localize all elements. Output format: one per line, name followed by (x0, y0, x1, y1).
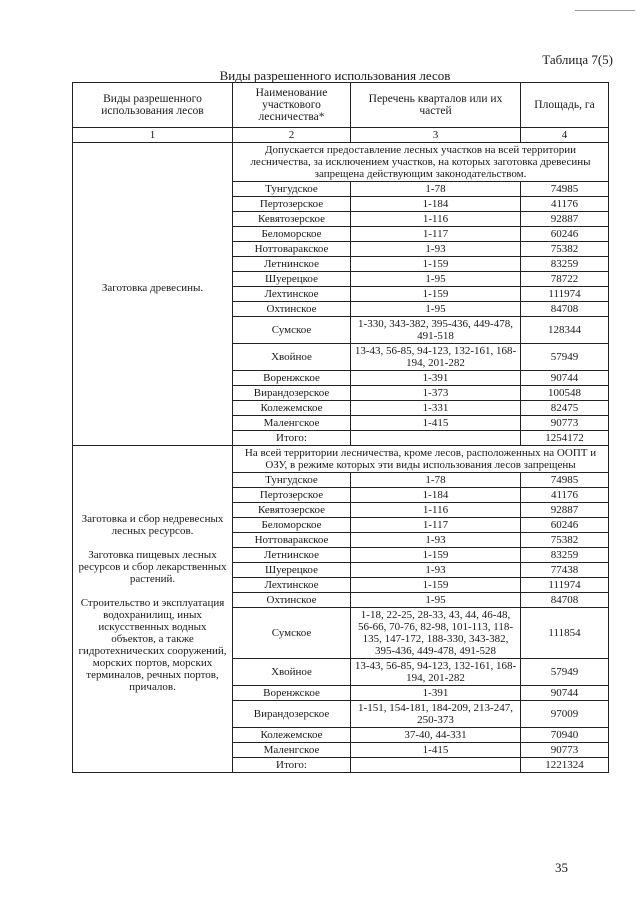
column-number: 4 (521, 128, 609, 143)
forestry-name-cell: Шуерецкое (233, 563, 351, 578)
quarters-cell: 1-184 (351, 197, 521, 212)
quarters-cell: 1-117 (351, 227, 521, 242)
total-label: Итого: (233, 431, 351, 446)
area-cell: 75382 (521, 242, 609, 257)
header-row (73, 83, 609, 128)
column-number: 1 (73, 128, 233, 143)
forestry-name-cell: Кевятозерское (233, 503, 351, 518)
quarters-cell: 1-93 (351, 563, 521, 578)
quarters-cell: 1-330, 343-382, 395-436, 449-478, 491-518 (351, 317, 521, 344)
quarters-cell: 1-159 (351, 287, 521, 302)
total-area: 1254172 (521, 431, 609, 446)
area-cell: 100548 (521, 386, 609, 401)
forestry-name-cell: Маленгское (233, 743, 351, 758)
quarters-cell: 13-43, 56-85, 94-123, 132-161, 168-194, 201-282 (351, 344, 521, 371)
forestry-name-cell: Сумское (233, 317, 351, 344)
header-use-type: Виды разрешенного использования лесов (73, 83, 233, 128)
quarters-cell: 1-95 (351, 272, 521, 287)
total-area: 1221324 (521, 758, 609, 773)
forestry-name-cell: Хвойное (233, 659, 351, 686)
quarters-cell: 1-95 (351, 593, 521, 608)
quarters-cell: 1-415 (351, 416, 521, 431)
area-cell: 90773 (521, 416, 609, 431)
area-cell: 57949 (521, 659, 609, 686)
forestry-name-cell: Колежемское (233, 728, 351, 743)
quarters-cell: 1-331 (351, 401, 521, 416)
header-area: Площадь, га (521, 83, 609, 128)
total-label: Итого: (233, 758, 351, 773)
quarters-cell: 1-93 (351, 242, 521, 257)
forestry-name-cell: Воренжское (233, 686, 351, 701)
use-type-text: Заготовка древесины. (101, 282, 204, 294)
quarters-cell: 1-159 (351, 548, 521, 563)
forestry-name-cell: Тунгудское (233, 473, 351, 488)
column-number: 2 (233, 128, 351, 143)
area-cell: 57949 (521, 344, 609, 371)
quarters-cell: 37-40, 44-331 (351, 728, 521, 743)
quarters-cell: 1-151, 154-181, 184-209, 213-247, 250-373 (351, 701, 521, 728)
forestry-name-cell: Вирандозерское (233, 701, 351, 728)
use-type-text: Заготовка и сбор недревесных лесных ресурсов. (81, 513, 224, 537)
area-cell: 90773 (521, 743, 609, 758)
area-cell: 97009 (521, 701, 609, 728)
forestry-name-cell: Ноттоваракское (233, 242, 351, 257)
forestry-name-cell: Вирандозерское (233, 386, 351, 401)
area-cell: 92887 (521, 212, 609, 227)
header-forestry-name: Наименование участкового лесничества* (233, 83, 351, 128)
quarters-cell: 1-116 (351, 503, 521, 518)
column-number: 3 (351, 128, 521, 143)
forestry-name-cell: Летнинское (233, 257, 351, 272)
total-quarters-empty (351, 431, 521, 446)
quarters-cell: 1-18, 22-25, 28-33, 43, 44, 46-48, 56-66, 70-76, 82-98, 101-113, 118-135, 147-172, 188-330, 343-382, 395-436, 449-478, 491-528 (351, 608, 521, 659)
forestry-name-cell: Летнинское (233, 548, 351, 563)
header-quarters: Перечень кварталов или их частей (351, 83, 521, 128)
quarters-cell: 1-95 (351, 302, 521, 317)
area-cell: 92887 (521, 503, 609, 518)
area-cell: 90744 (521, 371, 609, 386)
forestry-name-cell: Тунгудское (233, 182, 351, 197)
section-note: На всей территории лесничества, кроме лесов, расположенных на ООПТ и ОЗУ, в режиме которых эти виды использования лесов запрещены (233, 446, 609, 473)
area-cell: 128344 (521, 317, 609, 344)
use-type-text: Заготовка пищевых лесных ресурсов и сбор лекарственных растений. (78, 549, 227, 585)
quarters-cell: 1-391 (351, 686, 521, 701)
page-number: 35 (555, 860, 568, 875)
quarters-cell: 1-116 (351, 212, 521, 227)
section-note-row (73, 446, 609, 473)
area-cell: 60246 (521, 518, 609, 533)
forestry-name-cell: Пертозерское (233, 488, 351, 503)
forestry-name-cell: Охтинское (233, 302, 351, 317)
forestry-name-cell: Беломорское (233, 518, 351, 533)
forestry-name-cell: Сумское (233, 608, 351, 659)
quarters-cell: 1-117 (351, 518, 521, 533)
forestry-name-cell: Кевятозерское (233, 212, 351, 227)
area-cell: 111974 (521, 287, 609, 302)
forestry-name-cell: Маленгское (233, 416, 351, 431)
area-cell: 75382 (521, 533, 609, 548)
area-cell: 70940 (521, 728, 609, 743)
area-cell: 60246 (521, 227, 609, 242)
table-body (73, 143, 609, 773)
forestry-name-cell: Колежемское (233, 401, 351, 416)
section-note: Допускается предоставление лесных участков на всей территории лесничества, за исключением участков, на которых заготовка древесины запрещена действующим законодательством. (233, 143, 609, 182)
quarters-cell: 1-415 (351, 743, 521, 758)
area-cell: 84708 (521, 593, 609, 608)
forestry-name-cell: Ноттоваракское (233, 533, 351, 548)
quarters-cell: 1-78 (351, 182, 521, 197)
forestry-name-cell: Охтинское (233, 593, 351, 608)
area-cell: 78722 (521, 272, 609, 287)
forestry-name-cell: Пертозерское (233, 197, 351, 212)
area-cell: 111854 (521, 608, 609, 659)
area-cell: 41176 (521, 197, 609, 212)
area-cell: 82475 (521, 401, 609, 416)
area-cell: 41176 (521, 488, 609, 503)
area-cell: 90744 (521, 686, 609, 701)
table-caption: Виды разрешенного использования лесов (219, 68, 451, 83)
column-number-row (73, 128, 609, 143)
area-cell: 74985 (521, 182, 609, 197)
quarters-cell: 1-184 (351, 488, 521, 503)
use-type-text: Строительство и эксплуатация водохранилищ, иных искусственных водных объектов, а также гидротехнических сооружений, морских портов, морских терминалов, речных портов, причалов. (78, 597, 227, 693)
forestry-name-cell: Лехтинское (233, 287, 351, 302)
area-cell: 83259 (521, 257, 609, 272)
section-note-row (73, 143, 609, 182)
area-cell: 74985 (521, 473, 609, 488)
quarters-cell: 1-391 (351, 371, 521, 386)
forest-use-table (72, 82, 609, 773)
use-type-cell (73, 143, 233, 446)
forestry-name-cell: Воренжское (233, 371, 351, 386)
quarters-cell: 13-43, 56-85, 94-123, 132-161, 168-194, 201-282 (351, 659, 521, 686)
forestry-name-cell: Лехтинское (233, 578, 351, 593)
forestry-name-cell: Хвойное (233, 344, 351, 371)
area-cell: 84708 (521, 302, 609, 317)
quarters-cell: 1-373 (351, 386, 521, 401)
area-cell: 77438 (521, 563, 609, 578)
forestry-name-cell: Шуерецкое (233, 272, 351, 287)
area-cell: 111974 (521, 578, 609, 593)
forestry-name-cell: Беломорское (233, 227, 351, 242)
table-number: Таблица 7(5) (542, 52, 613, 67)
use-type-cell (73, 446, 233, 773)
total-quarters-empty (351, 758, 521, 773)
quarters-cell: 1-159 (351, 257, 521, 272)
area-cell: 83259 (521, 548, 609, 563)
quarters-cell: 1-159 (351, 578, 521, 593)
quarters-cell: 1-93 (351, 533, 521, 548)
top-rule (575, 10, 635, 11)
quarters-cell: 1-78 (351, 473, 521, 488)
